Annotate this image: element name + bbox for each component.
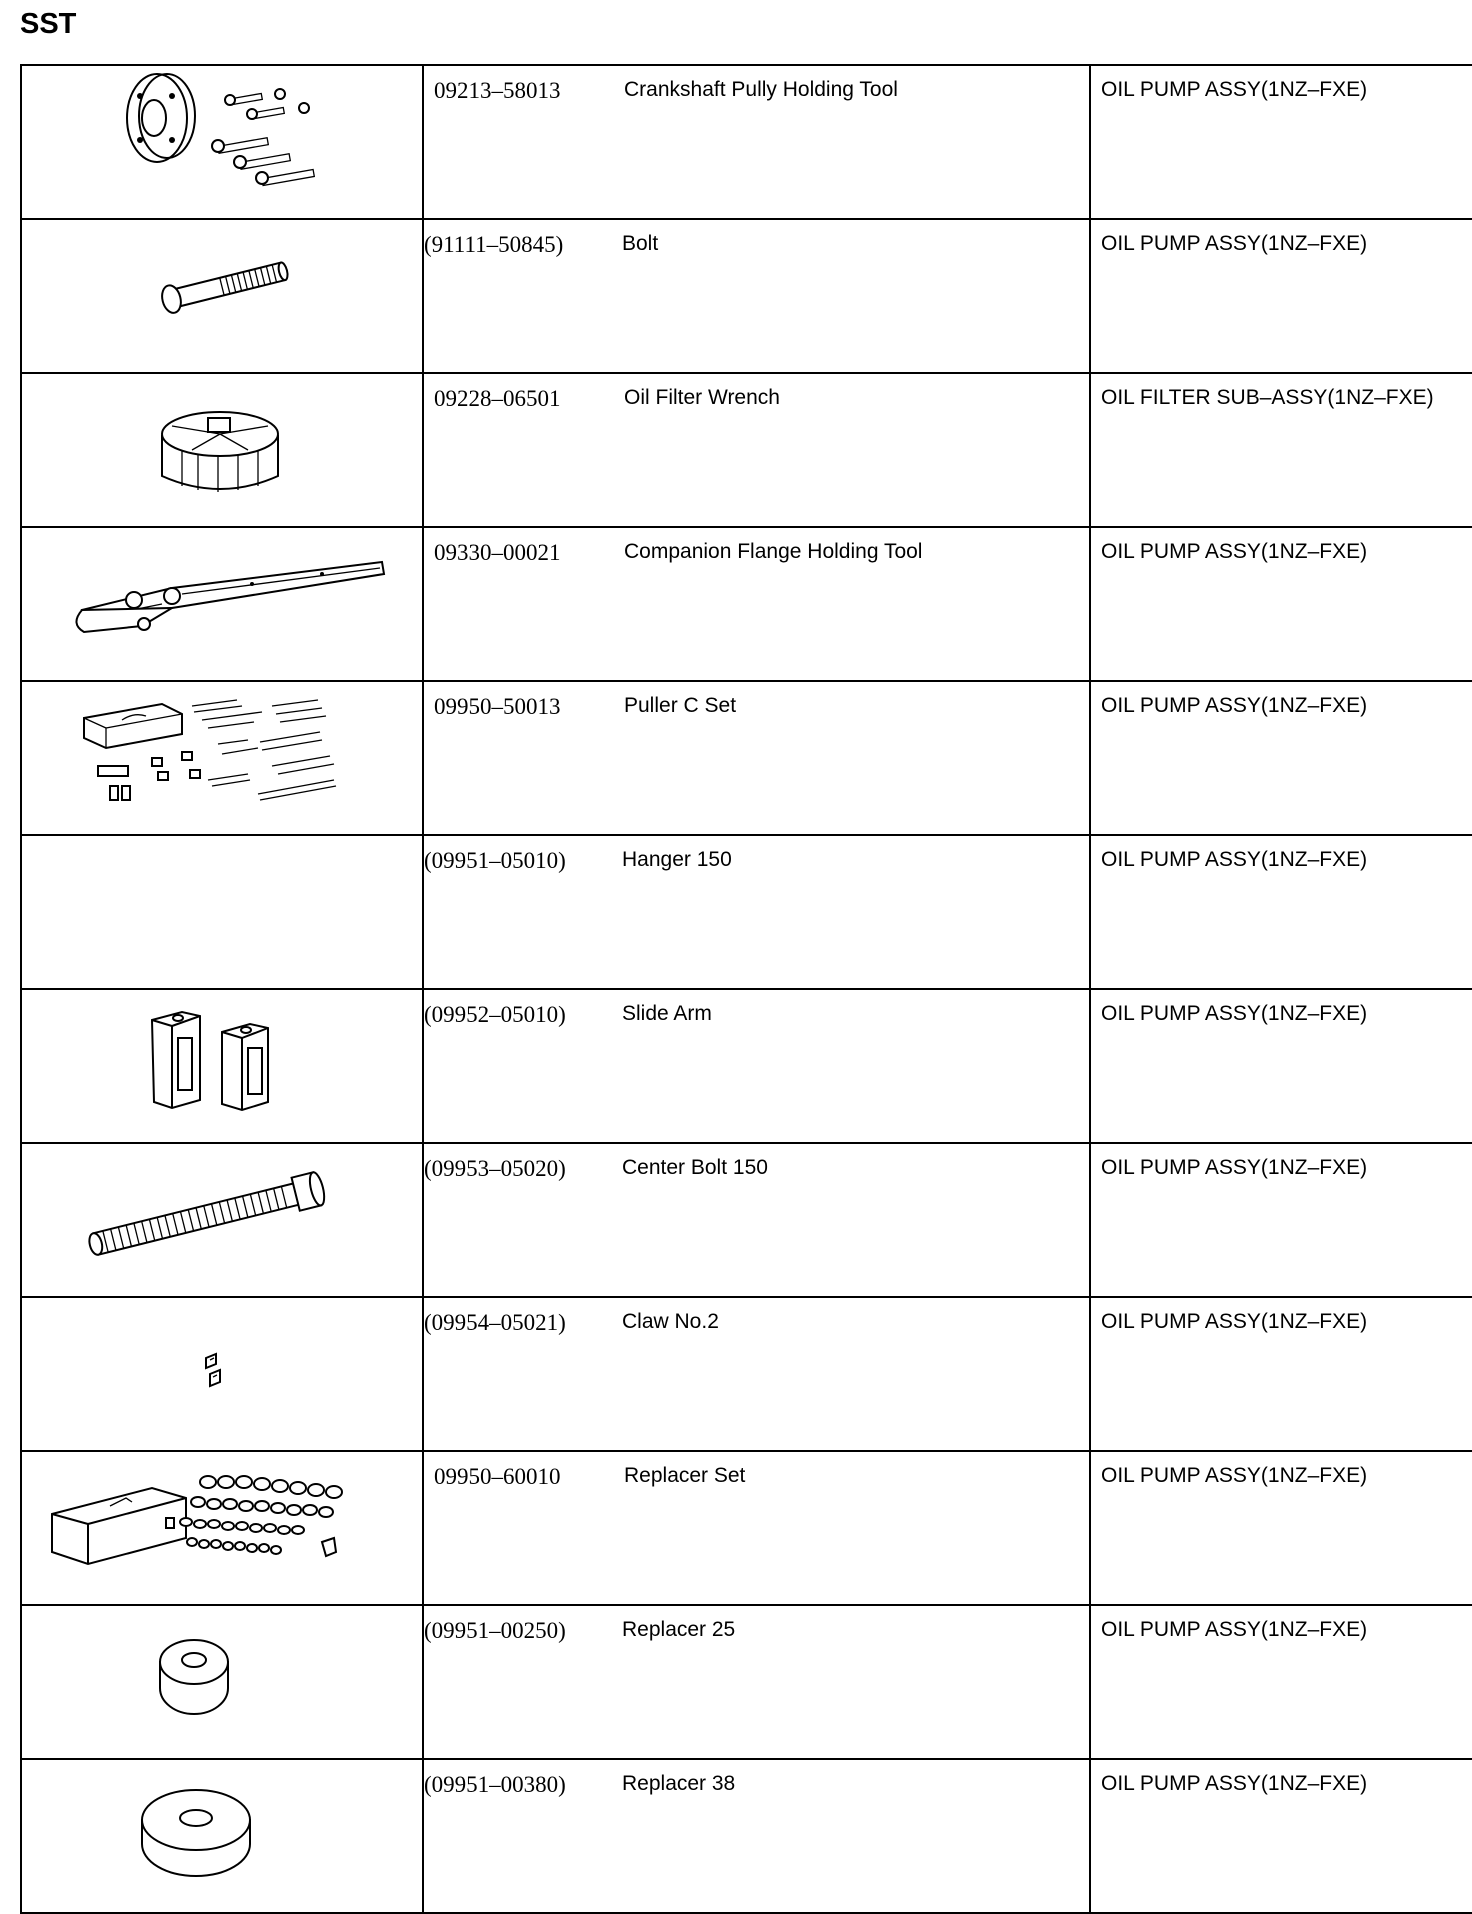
part-number: (09954–05021) (424, 1310, 566, 1335)
page-title: SST (20, 8, 77, 40)
table-row (21, 989, 1472, 1143)
usage: OIL PUMP ASSY(1NZ–FXE) (1090, 1451, 1472, 1605)
usage: OIL PUMP ASSY(1NZ–FXE) (1090, 681, 1472, 835)
part-number: 09213–58013 (434, 78, 561, 103)
table-row (21, 1759, 1472, 1913)
tool-name: Bolt (622, 232, 659, 255)
table-row (21, 527, 1472, 681)
crankshaft-pulley-holding-tool-icon (22, 66, 422, 206)
table-row (21, 1451, 1472, 1605)
usage: OIL PUMP ASSY(1NZ–FXE) (1090, 527, 1472, 681)
part-number: 09228–06501 (434, 386, 561, 411)
tool-name: Crankshaft Pully Holding Tool (624, 78, 898, 101)
part-number: (09951–00250) (424, 1618, 566, 1643)
table-row (21, 65, 1472, 219)
usage: OIL FILTER SUB–ASSY(1NZ–FXE) (1090, 373, 1472, 527)
slide-arm-icon (22, 990, 422, 1130)
tool-name: Oil Filter Wrench (624, 386, 780, 409)
part-number: (09952–05010) (424, 1002, 566, 1027)
table-row (21, 835, 1472, 989)
tool-name: Replacer 38 (622, 1772, 736, 1795)
oil-filter-wrench-icon (22, 374, 422, 514)
replacer-set-icon (22, 1452, 422, 1592)
tool-name: Slide Arm (622, 1002, 712, 1025)
replacer-38-icon (22, 1760, 422, 1900)
part-number: (91111–50845) (424, 232, 564, 257)
tool-name: Hanger 150 (622, 848, 732, 871)
usage: OIL PUMP ASSY(1NZ–FXE) (1090, 1605, 1472, 1759)
usage: OIL PUMP ASSY(1NZ–FXE) (1090, 219, 1472, 373)
usage: OIL PUMP ASSY(1NZ–FXE) (1090, 989, 1472, 1143)
table-row (21, 1297, 1472, 1451)
usage: OIL PUMP ASSY(1NZ–FXE) (1090, 1759, 1472, 1913)
sst-table (20, 64, 1472, 1914)
companion-flange-holding-tool-icon (22, 528, 422, 668)
usage: OIL PUMP ASSY(1NZ–FXE) (1090, 1297, 1472, 1451)
tool-name: Replacer 25 (622, 1618, 736, 1641)
part-number: (09951–00380) (424, 1772, 566, 1797)
tool-name: Replacer Set (624, 1464, 746, 1487)
usage: OIL PUMP ASSY(1NZ–FXE) (1090, 1143, 1472, 1297)
tool-name: Puller C Set (624, 694, 737, 717)
part-number: 09950–60010 (434, 1464, 561, 1489)
puller-c-set-icon (22, 682, 422, 822)
part-number: (09953–05020) (424, 1156, 566, 1181)
usage: OIL PUMP ASSY(1NZ–FXE) (1090, 835, 1472, 989)
part-number: 09330–00021 (434, 540, 561, 565)
table-row (21, 1143, 1472, 1297)
claw-icon (22, 1298, 422, 1438)
table-row (21, 1605, 1472, 1759)
center-bolt-icon (22, 1144, 422, 1284)
table-row (21, 681, 1472, 835)
usage: OIL PUMP ASSY(1NZ–FXE) (1090, 65, 1472, 219)
tool-name: Companion Flange Holding Tool (624, 540, 923, 563)
part-number: (09951–05010) (424, 848, 566, 873)
part-number: 09950–50013 (434, 694, 561, 719)
tool-name: Claw No.2 (622, 1310, 719, 1333)
tool-name: Center Bolt 150 (622, 1156, 768, 1179)
bolt-icon (22, 220, 422, 360)
table-row (21, 219, 1472, 373)
table-row (21, 373, 1472, 527)
replacer-25-icon (22, 1606, 422, 1746)
